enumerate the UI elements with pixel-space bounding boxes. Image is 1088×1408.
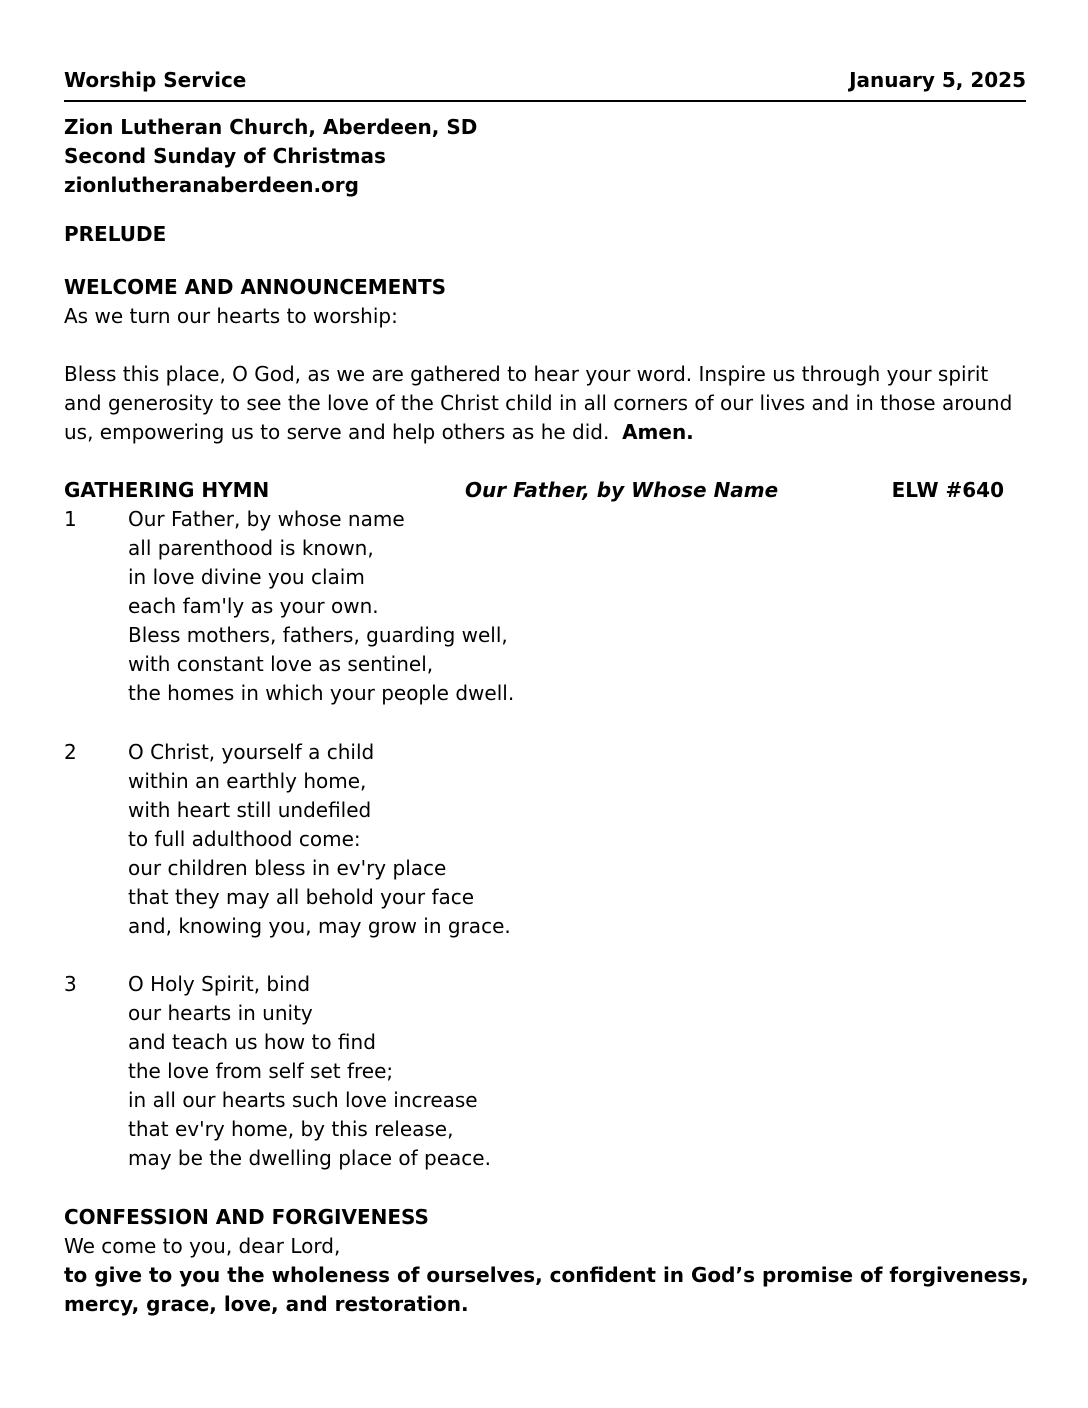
verse-line: to full adulthood come: bbox=[128, 827, 361, 851]
verse-line: in love divine you claim bbox=[128, 565, 365, 589]
verse-line: our hearts in unity bbox=[128, 1001, 313, 1025]
verse-line: with heart still undefiled bbox=[128, 798, 372, 822]
church-info bbox=[64, 113, 477, 200]
verse-line: within an earthly home, bbox=[128, 769, 367, 793]
prayer-line: us, empowering us to serve and help others as he did. bbox=[64, 420, 610, 444]
prayer-amen: Amen. bbox=[622, 420, 694, 444]
welcome-intro: As we turn our hearts to worship: bbox=[64, 304, 398, 328]
verse-line: may be the dwelling place of peace. bbox=[128, 1146, 491, 1170]
prayer-line: and generosity to see the love of the Christ child in all corners of our lives and in those around bbox=[64, 391, 1013, 415]
verse-line: that they may all behold your face bbox=[128, 885, 475, 909]
website: zionlutheranaberdeen.org bbox=[64, 173, 359, 197]
verse-line: with constant love as sentinel, bbox=[128, 652, 434, 676]
verse-line: Our Father, by whose name bbox=[128, 507, 405, 531]
hymn-number: ELW #640 bbox=[891, 478, 1004, 502]
page-header bbox=[64, 66, 1026, 102]
verse-line: and, knowing you, may grow in grace. bbox=[128, 914, 511, 938]
welcome-section bbox=[64, 273, 446, 331]
prayer-last-line bbox=[64, 418, 1012, 447]
verse-line: each fam'ly as your own. bbox=[128, 594, 379, 618]
occasion: Second Sunday of Christmas bbox=[64, 144, 386, 168]
verse-line: in all our hearts such love increase bbox=[128, 1088, 478, 1112]
verse-line: all parenthood is known, bbox=[128, 536, 374, 560]
verse-line: O Christ, yourself a child bbox=[128, 740, 375, 764]
confession-response-line: mercy, grace, love, and restoration. bbox=[64, 1292, 469, 1316]
header-service-title: Worship Service bbox=[64, 68, 247, 92]
confession-section bbox=[64, 1203, 1029, 1319]
church-name: Zion Lutheran Church, Aberdeen, SD bbox=[64, 115, 478, 139]
header-date: January 5, 2025 bbox=[849, 68, 1026, 92]
verse-line: the homes in which your people dwell. bbox=[128, 681, 515, 705]
confession-heading: CONFESSION AND FORGIVENESS bbox=[64, 1205, 429, 1229]
hymn-heading-row bbox=[64, 476, 1004, 505]
verse-number: 2 bbox=[64, 740, 77, 764]
verse-line: that ev'ry home, by this release, bbox=[128, 1117, 454, 1141]
confession-leader-line: We come to you, dear Lord, bbox=[64, 1234, 341, 1258]
prayer-line: Bless this place, O God, as we are gathered to hear your word. Inspire us through your spirit bbox=[64, 362, 989, 386]
verse-line: the love from self set free; bbox=[128, 1059, 394, 1083]
hymn-title: Our Father, by Whose Name bbox=[465, 478, 779, 502]
verse-line: Bless mothers, fathers, guarding well, bbox=[128, 623, 508, 647]
verse-line: O Holy Spirit, bind bbox=[128, 972, 311, 996]
verse-number: 3 bbox=[64, 972, 77, 996]
verse-number: 1 bbox=[64, 507, 77, 531]
verse-line: and teach us how to find bbox=[128, 1030, 376, 1054]
verse-line: our children bless in ev'ry place bbox=[128, 856, 447, 880]
welcome-prayer bbox=[64, 360, 1012, 447]
hymn-heading: GATHERING HYMN bbox=[64, 478, 270, 502]
welcome-heading: WELCOME AND ANNOUNCEMENTS bbox=[64, 275, 447, 299]
prelude-heading: PRELUDE bbox=[64, 222, 167, 246]
confession-response-line: to give to you the wholeness of ourselves, confident in God’s promise of forgiveness, bbox=[64, 1263, 1029, 1287]
